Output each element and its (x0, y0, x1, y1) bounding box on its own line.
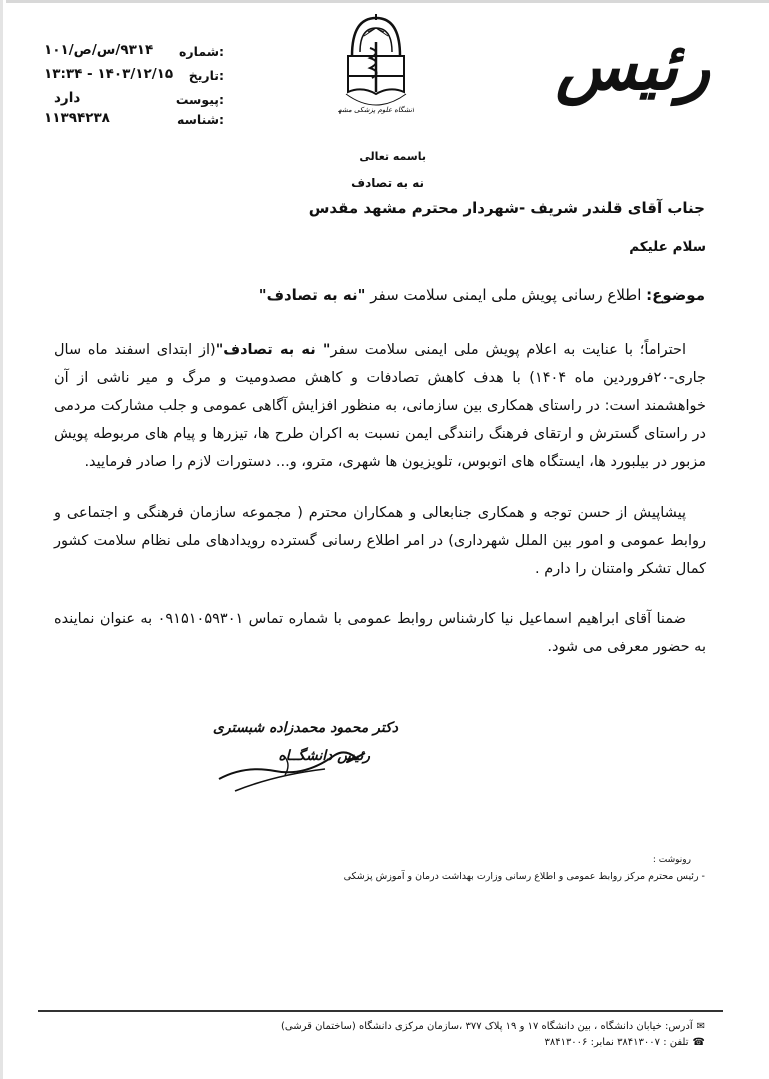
university-logo (338, 12, 414, 122)
meta-number-label: :شماره (179, 44, 224, 59)
paragraph-2: پیشاپیش از حسن توجه و همکاری جنابعالی و همکاران محترم ( مجموعه سازمان فرهنگی و اجتماعی و روابط عمومی و امور بین الملل شهرداری) در امر اطلاع رسانی گسترده رویدادهای ملی نظام سلامت کشور کمال تشکر وامتنان را دارم . (54, 505, 706, 577)
paragraph-1-quote: " نه به تصادف" (215, 342, 331, 358)
handwritten-signature (215, 735, 375, 795)
logo-caption: دانشگاه علوم پزشکی مشهد (338, 106, 414, 114)
subject-quote: "نه به تصادف" (258, 286, 366, 304)
office-wordmark: رئیس (555, 27, 710, 105)
subject-text: اطلاع رسانی پویش ملی ایمنی سلامت سفر (365, 286, 647, 304)
paragraph-3: ضمنا آقای ابراهیم اسماعیل نیا کارشناس روابط عمومی با شماره تماس ۰۹۱۵۱۰۵۹۳۰۱ به عنوان نماینده به حضور معرفی می شود. (54, 611, 706, 655)
recipient-line: جناب آقای قلندر شریف -شهردار محترم مشهد مقدس (308, 199, 705, 217)
meta-id-label: :شناسه (177, 112, 224, 127)
signatory-title: رئیس دانشگــاه (278, 748, 370, 764)
meta-id-value: ۱۱۳۹۴۲۳۸ (44, 110, 110, 126)
page-left-edge (0, 0, 3, 1079)
meta-date-row (44, 68, 224, 88)
meta-attachment-value: دارد (54, 90, 81, 106)
cc-item: - رئیس محترم مرکز روابط عمومی و اطلاع رسانی وزارت بهداشت درمان و آموزش پزشکی (343, 871, 705, 882)
campaign-slogan: نه به تصادف (351, 176, 424, 190)
meta-id-row (44, 112, 224, 132)
mail-icon: ✉ (696, 1021, 705, 1032)
subject-label: موضوع: (646, 286, 705, 304)
meta-number-row (44, 44, 224, 64)
page-top-edge (6, 0, 769, 3)
meta-date-label: :تاریخ (188, 68, 224, 83)
meta-number-value: ۹۳۱۴/س/ص/۱۰۱ (44, 42, 154, 58)
footer-divider (38, 1010, 723, 1012)
cc-label: رونوشت : (652, 855, 691, 865)
paragraph-1-intro: احتراماً؛ با عنایت به اعلام پویش ملی ایمنی سلامت سفر (330, 342, 686, 358)
signatory-name: دکتر محمود محمدزاده شبستری (212, 720, 398, 736)
footer-address-text: آدرس: خیابان دانشگاه ، بین دانشگاه ۱۷ و ۱۹ پلاک ۳۷۷ ،سازمان مرکزی دانشگاه (ساختمان قرشی) (281, 1021, 693, 1032)
footer-phone (544, 1037, 705, 1048)
footer-address (281, 1021, 705, 1032)
phone-icon: ☎ (692, 1037, 705, 1048)
meta-date-value: ۱۴۰۳/۱۲/۱۵ - ۱۳:۳۴ (44, 66, 174, 82)
bismillah-heading: باسمه تعالی (359, 150, 426, 163)
meta-attachment-label: :پیوست (175, 92, 224, 107)
subject-line (259, 286, 705, 304)
paragraph-1 (54, 336, 706, 476)
footer-phone-text: تلفن : ۳۸۴۱۳۰۰۷ نمابر: ۳۸۴۱۳۰۰۶ (544, 1037, 689, 1048)
greeting-line: سلام علیکم (629, 239, 706, 255)
paragraph-1-rest: (از ابتدای اسفند ماه سال جاری-۲۰فروردین ماه ۱۴۰۴) با هدف کاهش تصادفات و کاهش مصدومیت و مرگ و میر ناشی از آن خواهشمند است: در راستای همکاری بین سازمانی، به منظور افزایش آگاهی عمومی و جلب مشارکت مردمی در راستای گسترش و ارتقای فرهنگ رانندگی ایمن نسبت به اکران طرح ها، تیزرها و پیام های مربوطه پویش مزبور در بیلبورد ها، ایستگاه های اتوبوس، تلویزیون ها شهری، مترو، و... دستورات لازم را صادر فرمایید. (54, 342, 706, 470)
meta-attachment-row (44, 92, 224, 112)
